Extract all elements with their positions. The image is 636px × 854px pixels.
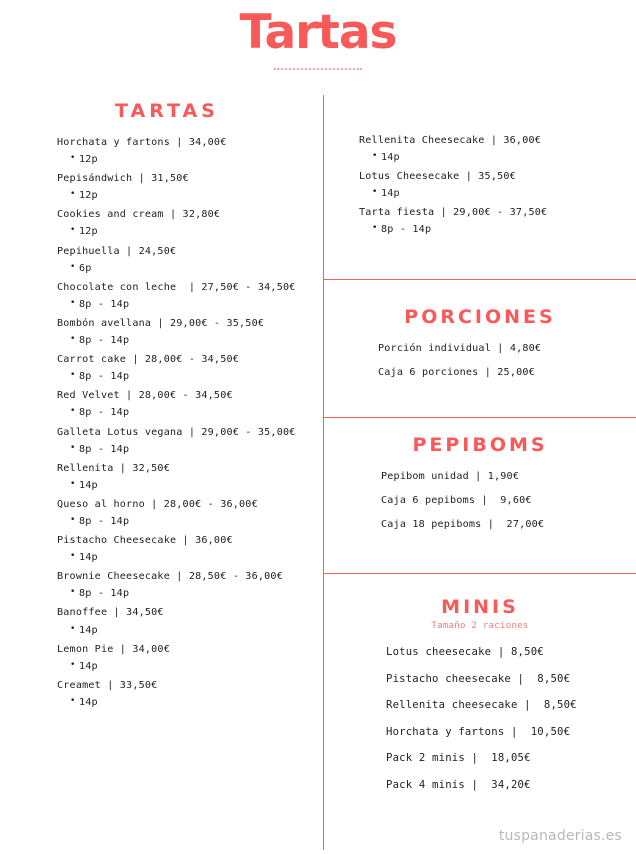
item-sizes: • 12p: [79, 227, 309, 237]
item-sizes: • 8p - 14p: [79, 372, 309, 382]
list-item: [57, 572, 309, 599]
item-sizes: • 14p: [79, 626, 309, 636]
list-item: [359, 208, 636, 235]
item-sizes: • 8p - 14p: [79, 445, 309, 455]
item-name: Chocolate con leche | 27,50€ - 34,50€: [57, 281, 296, 293]
list-item: Lotus cheesecake | 8,50€: [386, 646, 544, 658]
minis-block: [324, 596, 636, 807]
list-item: [57, 138, 309, 165]
item-sizes: • 14p: [79, 662, 309, 672]
item-sizes: • 8p - 14p: [79, 336, 309, 346]
list-item: [57, 536, 309, 563]
item-sizes: • 8p - 14p: [79, 300, 309, 310]
list-item: Pack 2 minis | 18,05€: [386, 752, 531, 765]
list-item: Caja 6 porciones | 25,00€: [378, 367, 535, 379]
item-name: Bombón avellana | 29,00€ - 35,50€: [57, 317, 265, 329]
minis-subtitle: Tamaño 2 raciones: [431, 621, 529, 631]
section-heading-tartas: TARTAS: [115, 100, 219, 122]
list-item: [57, 428, 309, 455]
list-item: [57, 391, 309, 418]
item-sizes: • 8p - 14p: [79, 408, 309, 418]
list-item: Porción individual | 4,80€: [378, 343, 542, 354]
item-name: Galleta Lotus vegana | 29,00€ - 35,00€: [57, 426, 296, 438]
item-sizes: • 8p - 14p: [79, 517, 309, 527]
list-item: [57, 608, 309, 635]
item-name: Pepihuella | 24,50€: [57, 245, 177, 257]
item-sizes: • 8p - 14p: [79, 589, 309, 599]
item-name: Brownie Cheesecake | 28,50€ - 36,00€: [57, 571, 283, 583]
item-name: Horchata y fartons | 34,00€: [57, 137, 227, 148]
list-item: Caja 18 pepiboms | 27,00€: [381, 519, 545, 531]
section-divider-pepiboms: [324, 417, 636, 418]
list-item: [57, 174, 309, 201]
item-sizes: • 14p: [79, 481, 309, 491]
list-item: [57, 681, 309, 708]
list-item: [57, 464, 309, 491]
section-heading-pepiboms: PEPIBOMS: [412, 434, 548, 456]
minis-item-list: [324, 647, 636, 791]
item-sizes: • 14p: [79, 698, 309, 708]
list-item: Horchata y fartons | 10,50€: [386, 725, 571, 738]
section-divider-porciones: [324, 279, 636, 280]
list-item: [57, 645, 309, 672]
tartas-item-list: [57, 138, 309, 708]
item-name: Pistacho Cheesecake | 36,00€: [57, 535, 233, 547]
pepiboms-block: [324, 434, 636, 544]
list-item: [57, 500, 309, 527]
list-item: [57, 355, 309, 382]
section-heading-porciones: PORCIONES: [404, 306, 556, 328]
porciones-item-list: [324, 344, 636, 378]
item-name: Banoffee | 34,50€: [57, 607, 164, 619]
item-name: Tarta fiesta | 29,00€ - 37,50€: [359, 207, 548, 219]
page-title: Tartas: [239, 5, 397, 60]
item-name: Queso al horno | 28,00€ - 36,00€: [57, 498, 258, 510]
item-name: Lemon Pie | 34,00€: [57, 643, 170, 655]
section-heading-minis: MINIS: [441, 596, 519, 618]
item-name: Red Velvet | 28,00€ - 34,50€: [57, 390, 233, 402]
item-sizes: • 14p: [79, 553, 309, 563]
list-item: [57, 247, 309, 274]
left-column: [57, 100, 309, 717]
item-sizes: • 8p - 14p: [381, 225, 636, 235]
item-sizes: • 6p: [79, 264, 309, 274]
item-name: Lotus Cheesecake | 35,50€: [359, 171, 516, 183]
list-item: Rellenita cheesecake | 8,50€: [386, 699, 577, 712]
list-item: [57, 210, 309, 237]
item-name: Rellenita | 32,50€: [57, 462, 170, 474]
item-name: Rellenita Cheesecake | 36,00€: [359, 135, 542, 146]
pepiboms-item-list: [324, 472, 636, 530]
list-item: Pepibom unidad | 1,90€: [381, 471, 520, 482]
item-name: Carrot cake | 28,00€ - 34,50€: [57, 354, 240, 366]
item-sizes: • 12p: [79, 191, 309, 201]
list-item: Pack 4 minis | 34,20€: [386, 778, 531, 791]
list-item: [359, 136, 636, 163]
list-item: Caja 6 pepiboms | 9,60€: [381, 495, 532, 507]
porciones-block: [324, 306, 636, 392]
item-name: Pepisándwich | 31,50€: [57, 173, 189, 185]
list-item: [57, 283, 309, 310]
list-item: [57, 319, 309, 346]
item-name: Creamet | 33,50€: [57, 679, 158, 691]
list-item: [359, 172, 636, 199]
tartas-continued-block: [324, 136, 636, 245]
site-watermark: tuspanaderias.es: [498, 828, 622, 844]
list-item: Pistacho cheesecake | 8,50€: [386, 672, 571, 685]
item-name: Cookies and cream | 32,80€: [57, 209, 221, 221]
item-sizes: • 14p: [381, 189, 636, 199]
section-divider-minis: [324, 573, 636, 574]
item-sizes: • 14p: [381, 153, 636, 163]
item-sizes: • 12p: [79, 155, 309, 165]
